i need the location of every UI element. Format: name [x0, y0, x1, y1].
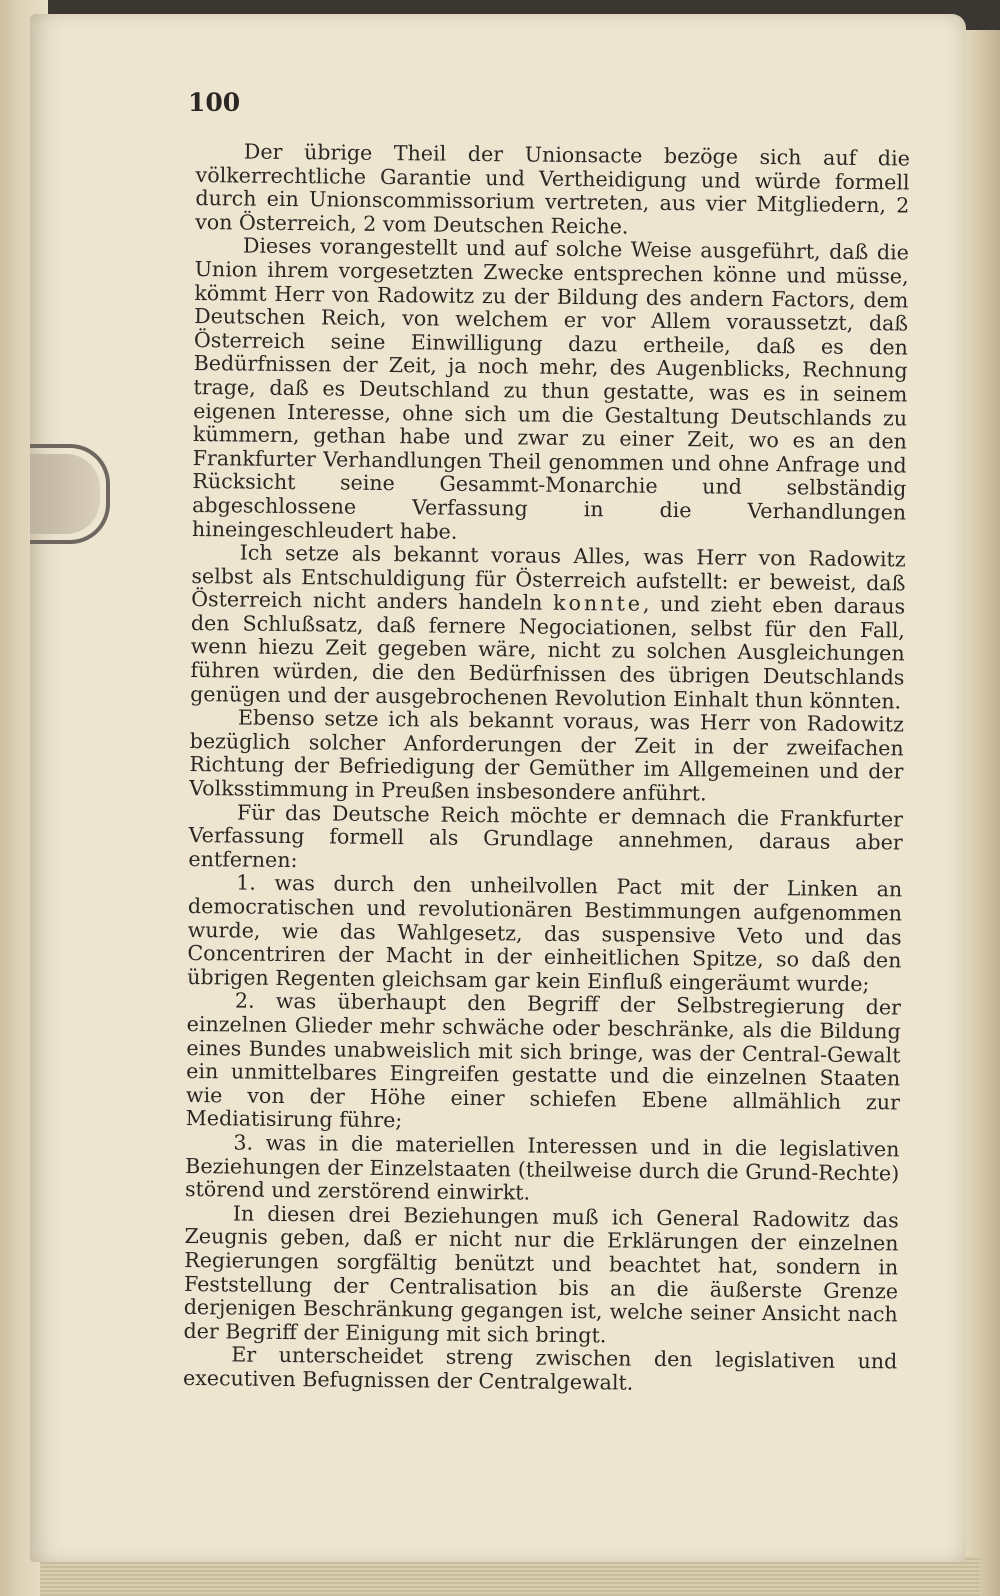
page-text — [183, 140, 910, 1398]
book-edge-right — [960, 30, 1000, 1596]
list-item-2: 2. was überhaupt den Begriff der Selbstregierung der einzelnen Glieder mehr schwäche oder beschränke, als die Bildung eines Bundes unabweislich mit sich bringe, was der Central-Gewalt ein unmittelbares Eingreifen gestatte und die einzelnen Staaten wie von der Höhe einer schiefen Ebene allmählich zur Mediatisirung führe; — [185, 988, 902, 1133]
page-number: 100 — [188, 88, 241, 117]
page-bottom-edge — [40, 1556, 980, 1596]
paragraph-7: Er unterscheidet streng zwischen den legislativen und executiven Befugnissen der Centralgewalt. — [182, 1342, 898, 1395]
paragraph-3 — [190, 541, 906, 714]
page-tab — [30, 444, 110, 544]
list-item-1: 1. was durch den unheilvollen Pact mit der Linken an democratischen und revolutionären Bestimmungen aufgenommen wurde, wie das Wahlgesetz, das suspensive Veto und das Concentriren der Macht in der einheitlichen Spitze, so daß den übrigen Regenten gleichsam gar kein Einfluß eingeräumt wurde; — [187, 870, 903, 996]
paragraph-1: Der übrige Theil der Unionsacte bezöge sich auf die völkerrechtliche Garantie und Vertheidigung und würde formell durch ein Unionscommissorium vertreten, aus vier Mitgliedern, 2 von Österreich, 2 vom Deutschen Reiche. — [195, 139, 910, 239]
paragraph-2: Dieses vorangestellt und auf solche Weise ausgeführt, daß die Union ihrem vorgesetzten Zwecke entsprechen könne und müsse, kömmt Herr von Radowitz zu der Bildung des andern Factors, dem Deutschen Reich, von welchem er vor Allem voraussetzt, daß Österreich seine Einwilligung dazu ertheile, daß es den Bedürfnissen der Zeit, ja noch mehr, des Augenblicks, Rechnung trage, daß es Deutschland zu thun gestatte, was es in seinem eigenen Interesse, ohne sich um die Gestaltung Deutschlands zu kümmern, gethan habe und zwar zu einer Zeit, wo es an den Frankfurter Verhandlungen Theil genommen und ohne Anfrage und Rücksicht seine Gesammt-Monarchie und selbständig abgeschlossene Verfassung in die Verhandlungen hineingeschleudert habe. — [191, 233, 909, 544]
list-item-3: 3. was in die materiellen Interessen und in die legislativen Beziehungen der Einzelstaaten (theilweise durch die Grund-Rechte) störend und zerstörend einwirkt. — [184, 1130, 900, 1205]
paragraph-5: Für das Deutsche Reich möchte er demnach die Frankfurter Verfassung formell als Grundlage annehmen, daraus aber entfernen: — [188, 800, 904, 872]
paragraph-4: Ebenso setze ich als bekannt voraus, was Herr von Radowitz bezüglich solcher Anforderungen der Zeit in der zweifachen Richtung der Befriedigung der Gemüther im Allgemeinen und der Volksstimmung in Preußen insbesondere anführt. — [189, 705, 905, 806]
emphasis-konnte: konnte — [552, 591, 644, 616]
paragraph-6: In diesen drei Beziehungen muß ich General Radowitz das Zeugnis geben, daß er nicht nur die Erklärungen der einzelnen Regierungen sorgfältig benützt und beachtet hat, sondern in Feststellung der Centralisation bis an die äußerste Grenze derjenigen Beschränkung gegangen ist, welche seiner Ansicht nach der Begriff der Einigung mit sich bringt. — [183, 1201, 899, 1348]
paragraph-3-start: Ich setze als bekannt voraus Alles, was Herr von Radowitz selbst als Entschuldigung für Österreich aufstellt: er beweist, daß Österreich nicht anders handeln — [191, 540, 906, 616]
paragraph-3-end: , und zieht eben daraus den Schlußsatz, daß fernere Negociationen, selbst für den Fall, wenn hiezu Zeit gegeben wäre, nicht zu solchen Ausgleichungen führen würden, die den Bedürfnissen des übrigen Deutschlands genügen und der ausgebrochenen Revolution Einhalt thun könnten. — [190, 591, 906, 714]
